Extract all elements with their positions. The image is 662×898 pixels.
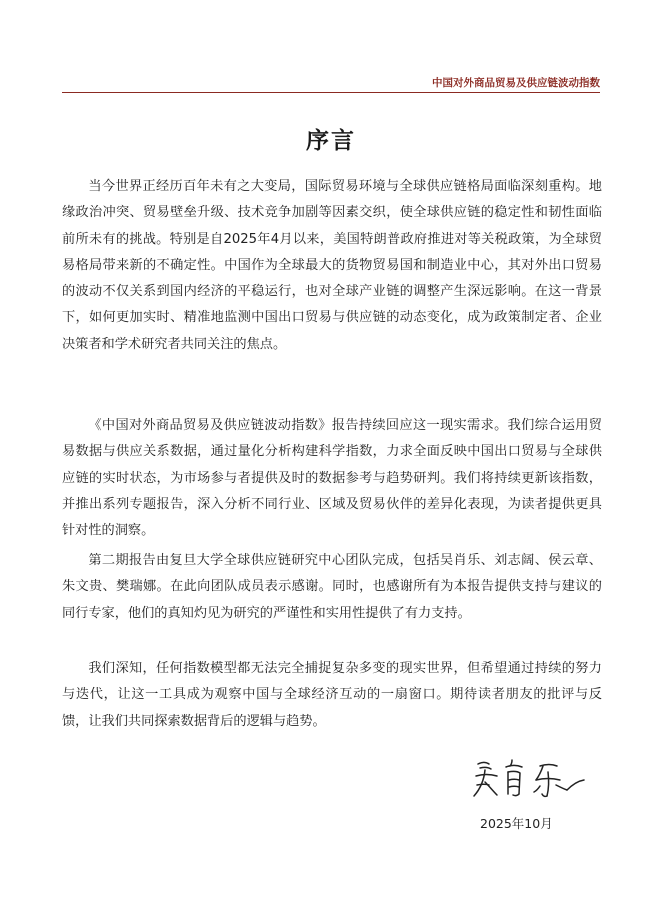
paragraph-text: 我们深知，任何指数模型都无法完全捕捉复杂多变的现实世界，但希望通过持续的努力与迭代，让这一工具成为观察中国与全球经济互动的一扇窗口。期待读者朋友的批评与反馈，让我们共同探索数据背后的逻辑与趋势。 xyxy=(62,661,602,729)
preface-paragraph-1 xyxy=(62,174,602,358)
paragraph-text: 第二期报告由复旦大学全球供应链研究中心团队完成，包括吴肖乐、刘志阔、侯云章、朱文贵、樊瑞娜。在此向团队成员表示感谢。同时，也感谢所有为本报告提供支持与建议的同行专家，他们的真知灼见为研究的严谨性和实用性提供了有力支持。 xyxy=(62,553,602,621)
preface-paragraph-2 xyxy=(62,413,602,544)
paragraph-text: 《中国对外商品贸易及供应链波动指数》报告持续回应这一现实需求。我们综合运用贸易数据与供应关系数据，通过量化分析构建科学指数，力求全面反映中国出口贸易与全球供应链的实时状态，为市场参与者提供及时的数据参考与趋势研判。我们将持续更新该指数，并推出系列专题报告，深入分析不同行业、区域及贸易伙伴的差异化表现，为读者提供更具针对性的洞察。 xyxy=(62,418,602,539)
paragraph-text: 当今世界正经历百年未有之大变局，国际贸易环境与全球供应链格局面临深刻重构。地缘政治冲突、贸易壁垒升级、技术竞争加剧等因素交织，使全球供应链的稳定性和韧性面临前所未有的挑战。特别是自2025年4月以来，美国特朗普政府推进对等关税政策，为全球贸易格局带来新的不确定性。中国作为全球最大的货物贸易国和制造业中心，其对外出口贸易的波动不仅关系到国内经济的平稳运行，也对全球产业链的调整产生深远影响。在这一背景下，如何更加实时、精准地监测中国出口贸易与供应链的动态变化，成为政策制定者、企业决策者和学术研究者共同关注的焦点。 xyxy=(62,179,602,352)
signature-drawing xyxy=(470,754,590,806)
handwritten-signature xyxy=(470,754,590,806)
signature-date: 2025年10月 xyxy=(480,816,553,831)
preface-paragraph-3 xyxy=(62,548,602,627)
report-header-title: 中国对外商品贸易及供应链波动指数 xyxy=(432,77,600,89)
header-divider xyxy=(62,92,600,93)
page-title: 序言 xyxy=(306,128,356,154)
preface-paragraph-4 xyxy=(62,656,602,735)
